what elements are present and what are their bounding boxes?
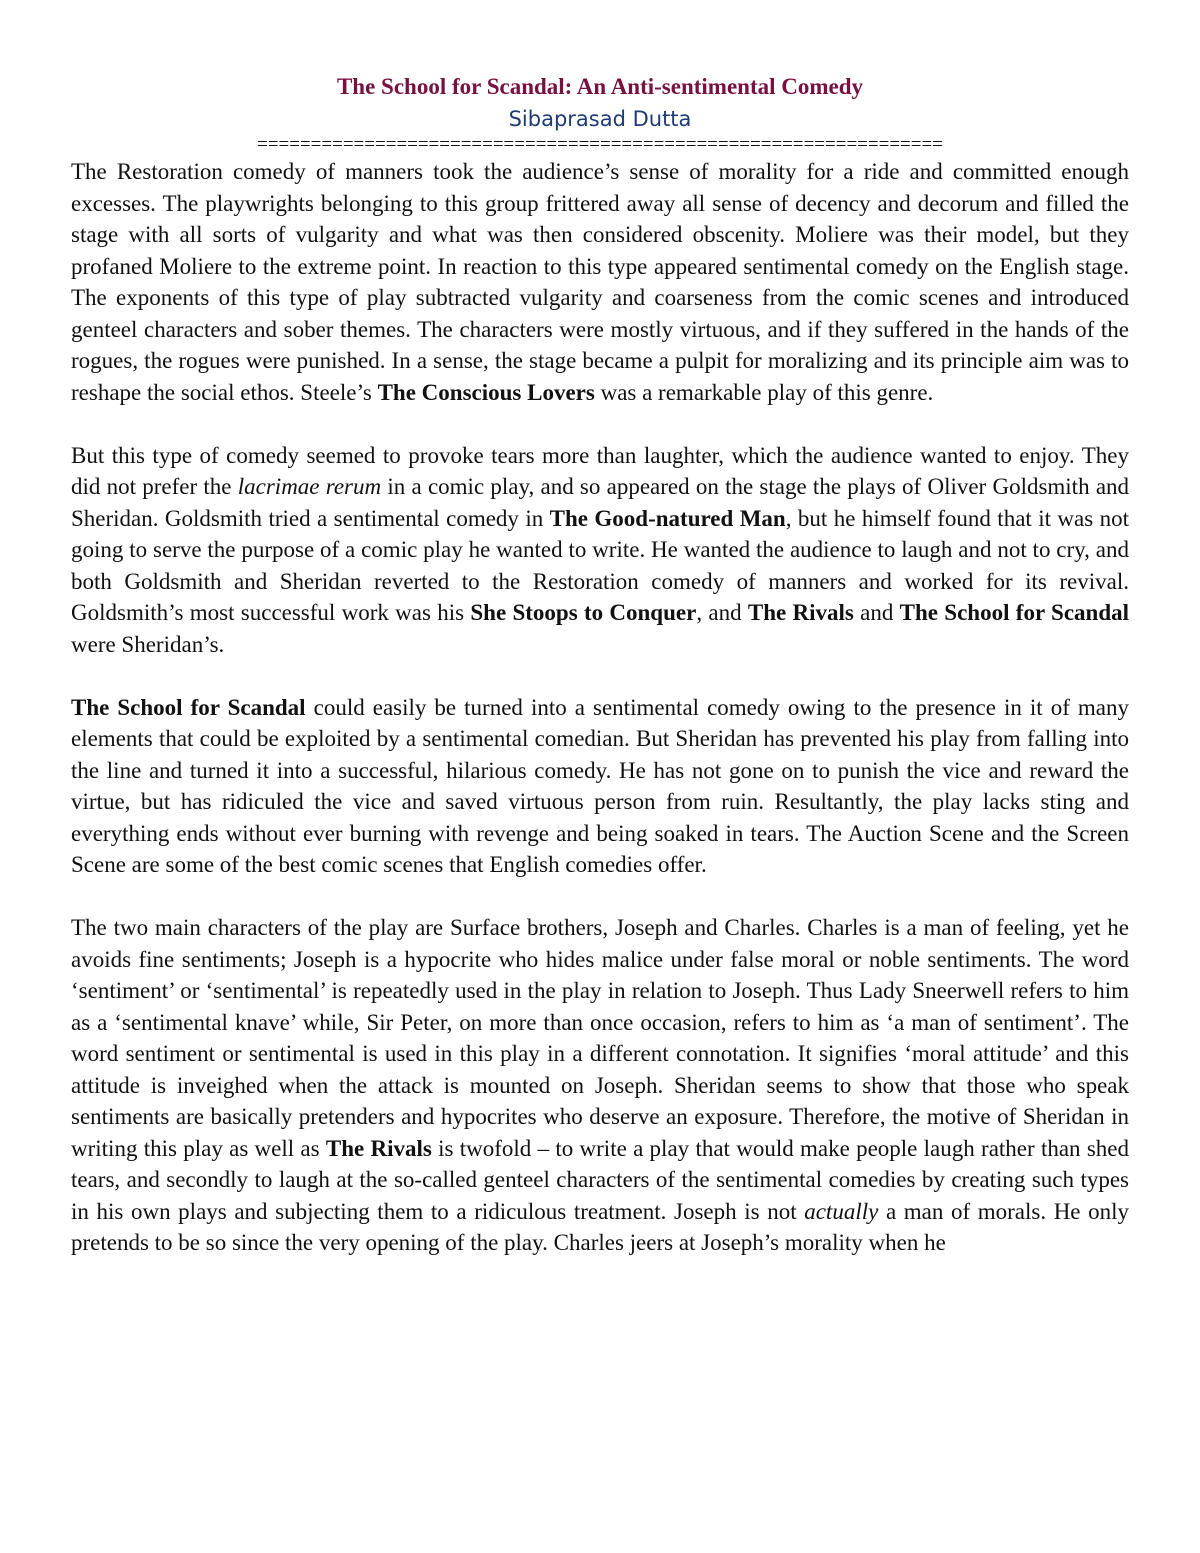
play-title: The Conscious Lovers — [377, 379, 595, 405]
paragraph-3 — [71, 692, 1129, 881]
paragraph-2 — [71, 440, 1129, 661]
paragraph-4 — [71, 912, 1129, 1259]
latin-phrase: lacrimae rerum — [237, 474, 382, 499]
text-run: The two main characters of the play are Surface brothers, Joseph and Charles. Charles is a man of feeling, yet he avoids fine sentiments; Joseph is a hypocrite who hides malice under false moral or noble sentiments. The word ‘sentiment’ or ‘sentimental’ is repeatedly used in the play in relation to Joseph. Thus Lady Sneerwell refers to him as a ‘sentimental knave’ while, Sir Peter, on more than once occasion, refers to him as ‘a man of sentiment’. The word sentiment or sentimental is used in this play in a different connotation. It signifies ‘moral attitude’ and this attitude is inveighed when the attack is mounted on Joseph. Sheridan seems to show that those who speak sentiments are basically pretenders and hypocrites who deserve an exposure. Therefore, the motive of Sheridan in writing this play as well as — [71, 915, 1129, 1161]
play-title: The Rivals — [747, 600, 854, 625]
text-run: could easily be turned into a sentimental comedy owing to the presence in it of many elements that could be exploited by a sentimental comedian. But Sheridan has prevented his play from falling into the line and turned it into a successful, hilarious comedy. He has not gone on to punish the vice and reward the virtue, but has ridiculed the vice and saved virtuous person from ruin. Resultantly, the play lacks sting and everything ends without ever burning with revenge and being soaked in tears. The Auction Scene and the Screen Scene are some of the best comic scenes that English comedies offer. — [71, 694, 1130, 877]
text-run: But this type of comedy seemed to provoke tears more than laughter, which the audience wanted to enjoy. They did not prefer the — [71, 442, 1129, 499]
play-title: The Good-natured Man — [549, 505, 786, 531]
document-title: The School for Scandal: An Anti-sentimental Comedy — [336, 74, 864, 99]
emphasis: actually — [804, 1198, 879, 1224]
text-run: , and — [696, 600, 742, 625]
text-run: , but he himself found that it was not going to serve the purpose of a comic play he wanted to write. He wanted the audience to laugh and not to cry, and both Goldsmith and Sheridan reverted to the Restoration comedy of manners and worked for its revival. Goldsmith’s most successful work was his — [71, 505, 1129, 625]
paragraph-1 — [71, 156, 1129, 408]
text-run: and — [860, 600, 894, 625]
play-title: She Stoops to Conquer — [470, 600, 697, 625]
document-page — [71, 70, 1129, 1290]
text-run: a man of morals. He only pretends to be so since the very opening of the play. Charles jeers at Joseph’s morality when he — [71, 1198, 1130, 1255]
play-title: The School for Scandal — [71, 694, 306, 720]
text-run: The Restoration comedy of manners took the audience’s sense of morality for a ride and committed enough excesses. The playwrights belonging to this group frittered away all sense of decency and decorum and filled the stage with all sorts of vulgarity and what was then considered obscenity. Moliere was their model, but they profaned Moliere to the extreme point. In reaction to this type appeared sentimental comedy on the English stage. The exponents of this type of play subtracted vulgarity and coarseness from the comic scenes and introduced genteel characters and sober themes. The characters were mostly virtuous, and if they suffered in the hands of the rogues, the rogues were punished. In a sense, the stage became a pulpit for moralizing and its principle aim was to reshape the social ethos. Steele’s — [71, 159, 1129, 405]
author-name: Sibaprasad Dutta — [508, 107, 692, 131]
play-title: The School for Scandal — [899, 600, 1130, 625]
text-run: was a remarkable play of this genre. — [600, 379, 934, 405]
text-run: were Sheridan’s. — [71, 631, 225, 657]
text-run: in a comic play, and so appeared on the stage the plays of Oliver Goldsmith and Sheridan. Goldsmith tried a sentimental comedy in — [71, 474, 1130, 531]
text-run: is twofold – to write a play that would make people laugh rather than shed tears, and secondly to laugh at the so-called genteel characters of the sentimental comedies by creating such types in his own plays and subjecting them to a ridiculous treatment. Joseph is not — [71, 1135, 1129, 1224]
title-divider: ================================================================ — [257, 134, 943, 155]
play-title: The Rivals — [325, 1135, 432, 1161]
